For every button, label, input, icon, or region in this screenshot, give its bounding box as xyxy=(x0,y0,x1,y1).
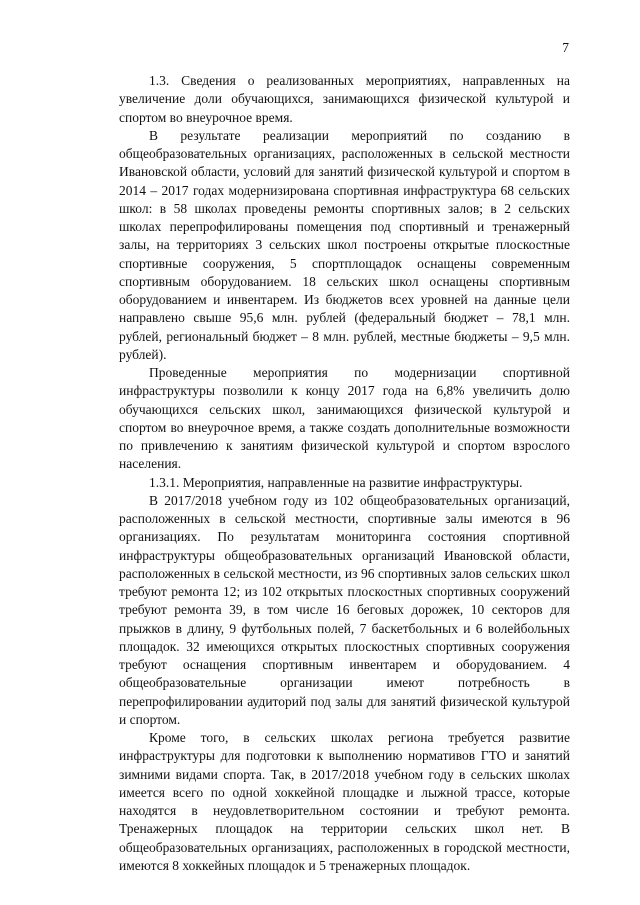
paragraph-monitoring: В 2017/2018 учебном году из 102 общеобразовательных организаций, расположенных в сельской местности, спортивные залы имеются в 96 организациях. По результатам мониторинга состояния спортивной инфраструктуры общеобразовательных организаций Ивановской области, расположенных в сельской местности, из 96 спортивных залов сельских школ требуют ремонта 12; из 102 открытых плоскостных спортивных сооружений требуют ремонта 39, в том числе 16 беговых дорожек, 10 секторов для прыжков в длину, 9 футбольных полей, 7 баскетбольных и 6 волейбольных площадок. 32 имеющихся открытых плоскостных спортивных сооружения требуют оснащения спортивным инвентарем и оборудованием. 4 общеобразовательные организации имеют потребность в перепрофилировании аудиторий под залы для занятий физической культурой и спортом. xyxy=(119,492,570,727)
paragraph-modernization-results: В результате реализации мероприятий по созданию в общеобразовательных организациях, расположенных в сельской местности Ивановской области, условий для занятий физической культурой и спортом в 2014 – 2017 годах модернизирована спортивная инфраструктура 68 сельских школ: в 58 школах проведены ремонты спортивных залов; в 2 сельских школах перепрофилированы помещения под спортивный и тренажерный залы, на территориях 3 сельских школ построены открытые плоскостные спортивные сооружения, 5 спортплощадок оснащены современным спортивным оборудованием. 18 сельских школ оснащены спортивным оборудованием и инвентарем. Из бюджетов всех уровней на данные цели направлено свыше 95,6 млн. рублей (федеральный бюджет – 78,1 млн. рублей, региональный бюджет – 8 млн. рублей, местные бюджеты – 9,5 млн. рублей). xyxy=(119,127,570,362)
section-heading-1-3-1: 1.3.1. Мероприятия, направленные на развитие инфраструктуры. xyxy=(149,474,523,490)
paragraph-winter-sports: Кроме того, в сельских школах региона требуется развитие инфраструктуры для подготовки к выполнению нормативов ГТО и занятий зимними видами спорта. Так, в 2017/2018 учебном году в сельских школах имеется всего по одной хоккейной площадке и лыжной трассе, которые находятся в неудовлетворительном состоянии и требуют ремонта. Тренажерных площадок на территории сельских школ нет. В общеобразовательных организациях, расположенных в городской местности, имеются 8 хоккейных площадок и 5 тренажерных площадок. xyxy=(119,730,570,873)
paragraph-outcomes: Проведенные мероприятия по модернизации спортивной инфраструктуры позволили к концу 2017 года на 6,8% увеличить долю обучающихся сельских школ, занимающихся физической культурой и спортом во внеурочное время, а также создать дополнительные возможности по привлечению к занятиям физической культурой и спортом взрослого населения. xyxy=(119,365,570,472)
page-number: 7 xyxy=(562,40,569,55)
section-heading-1-3: 1.3. Сведения о реализованных мероприятиях, направленных на увеличение доли обучающихся, занимающихся физической культурой и спортом во внеурочное время. xyxy=(119,73,570,125)
document-body xyxy=(119,72,570,875)
